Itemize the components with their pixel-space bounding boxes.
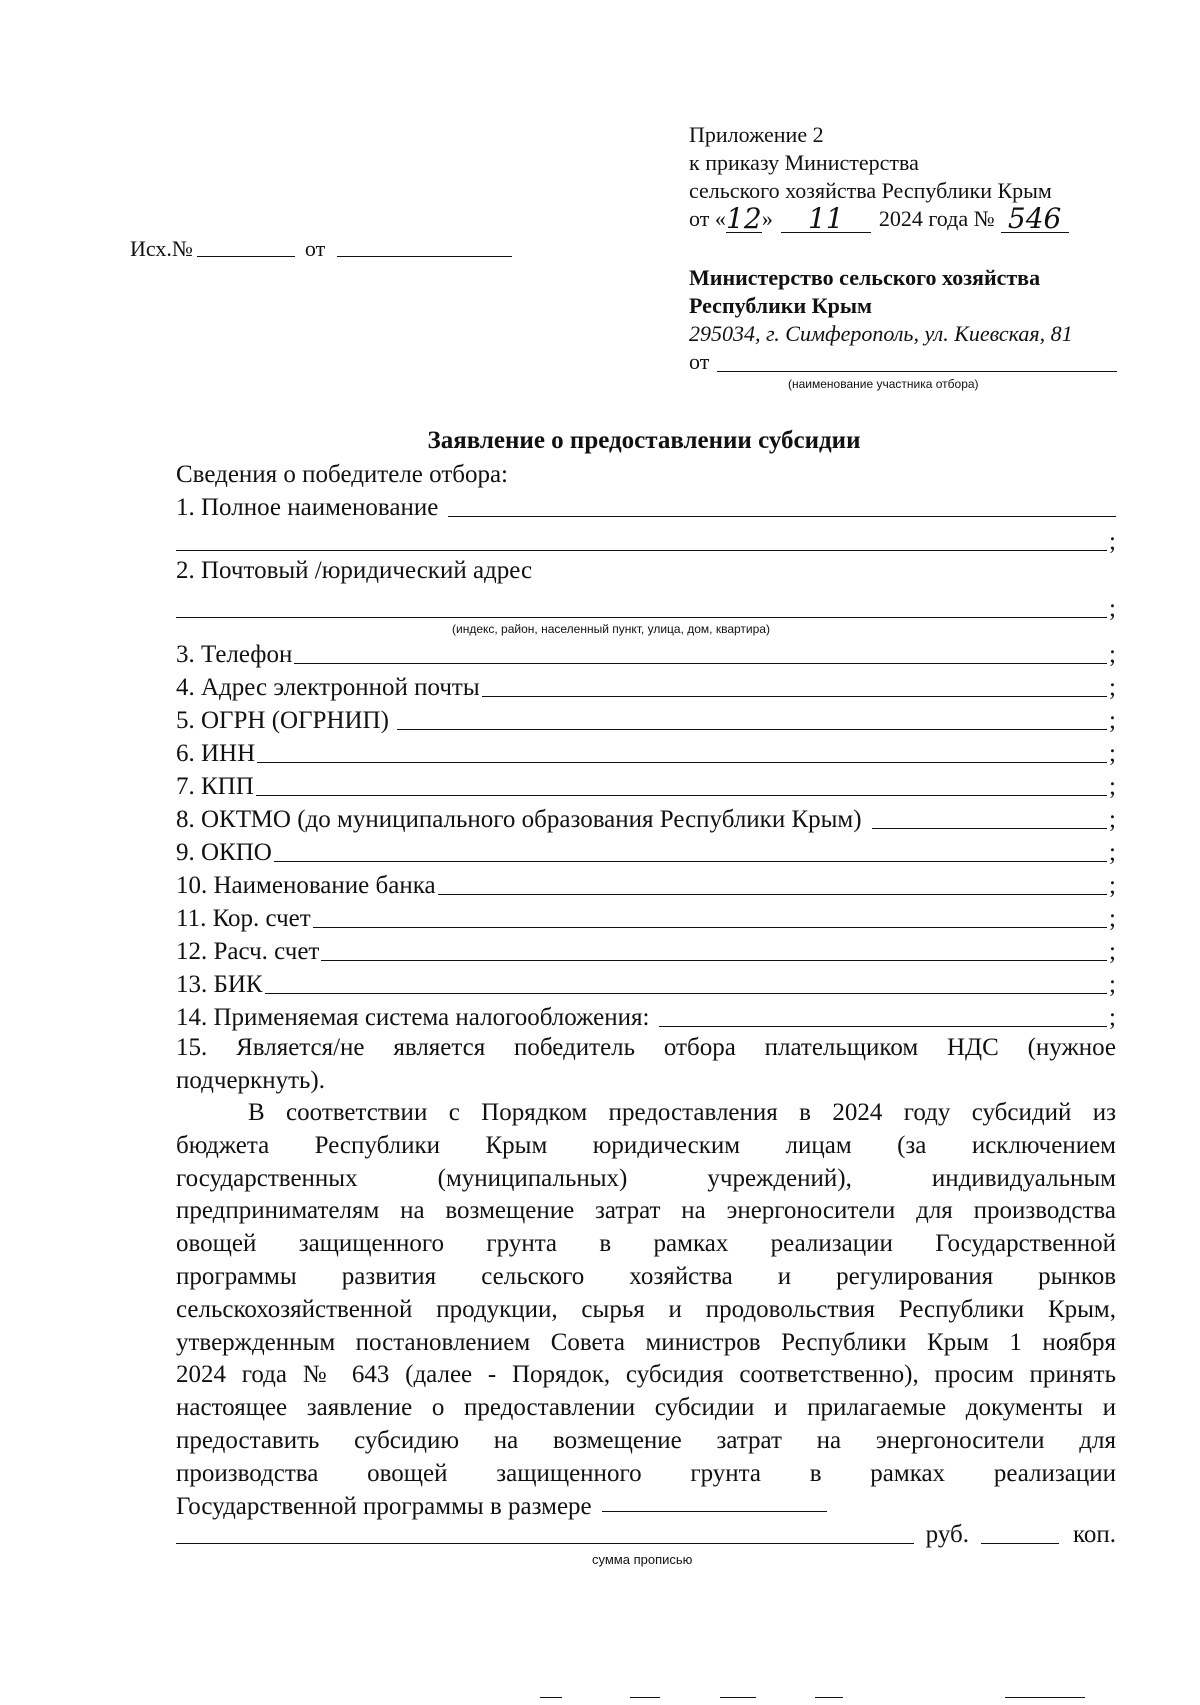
field-inn bbox=[176, 739, 1116, 769]
semicolon: ; bbox=[1109, 641, 1116, 668]
field-okpo-label: 9. ОКПО bbox=[176, 839, 272, 866]
amount-words-line bbox=[176, 1520, 1116, 1550]
body-line: В соответствии с Порядком предоставления в 2024 году субсидий из bbox=[248, 1099, 1116, 1126]
field-address-blank[interactable] bbox=[176, 617, 1107, 618]
body-line: программы развития сельского хозяйства и регулирования рынков bbox=[176, 1262, 1116, 1290]
field-phone-blank[interactable] bbox=[294, 663, 1107, 664]
amount-kop-blank[interactable] bbox=[981, 1543, 1059, 1544]
outgoing-num-blank bbox=[197, 256, 295, 257]
date-month: 11 bbox=[781, 206, 871, 233]
field-kpp bbox=[176, 772, 1116, 802]
field-ogrn-blank[interactable] bbox=[397, 729, 1107, 730]
outgoing-num-label: Исх.№ bbox=[130, 236, 193, 261]
field-oktmo bbox=[176, 805, 1116, 835]
outgoing-date-blank bbox=[337, 256, 512, 257]
body-line: производства овощей защищенного грунта в рамках реализации bbox=[176, 1459, 1116, 1487]
field-vat-payer bbox=[176, 1032, 1116, 1098]
field-kpp-label: 7. КПП bbox=[176, 773, 254, 800]
field-phone bbox=[176, 640, 1116, 670]
outgoing-from-label: от bbox=[304, 236, 326, 261]
body-line: сельскохозяйственной продукции, сырья и продовольствия Республики Крым, bbox=[176, 1295, 1116, 1323]
addressee-from-blank bbox=[717, 371, 1117, 372]
body-paragraph bbox=[176, 1097, 1116, 1523]
amount-words-blank[interactable] bbox=[176, 1543, 914, 1544]
field-address-label: 2. Почтовый /юридический адрес bbox=[176, 557, 533, 584]
field-bank bbox=[176, 871, 1116, 901]
field-inn-blank[interactable] bbox=[257, 762, 1107, 763]
field-corr-account bbox=[176, 904, 1116, 934]
body-amount-text: Государственной программы в размере bbox=[176, 1492, 592, 1520]
field-ogrn bbox=[176, 706, 1116, 736]
field-kpp-blank[interactable] bbox=[256, 795, 1107, 796]
field-settlement-account-blank[interactable] bbox=[321, 960, 1107, 961]
scan-artifact bbox=[630, 1697, 660, 1698]
date-day: 12 bbox=[726, 202, 762, 235]
field-okpo-blank[interactable] bbox=[274, 861, 1107, 862]
body-line: бюджета Республики Крым юридическим лицам (за исключением bbox=[176, 1131, 1116, 1159]
scan-artifact bbox=[1005, 1697, 1085, 1698]
amount-words-hint: сумма прописью bbox=[592, 1552, 693, 1567]
addressee-line-2: Республики Крым bbox=[689, 293, 873, 318]
field-bik bbox=[176, 970, 1116, 1000]
date-prefix: от « bbox=[689, 206, 726, 231]
field-full-name-label: 1. Полное наименование bbox=[176, 494, 439, 521]
field-settlement-account-label: 12. Расч. счет bbox=[176, 938, 320, 965]
field-corr-account-label: 11. Кор. счет bbox=[176, 905, 311, 932]
field-full-name-blank-2[interactable] bbox=[176, 550, 1107, 551]
field-vat-payer-line-1: 15. Является/не является победитель отбора плательщиком НДС (нужное bbox=[176, 1034, 1116, 1061]
semicolon: ; bbox=[1109, 674, 1116, 701]
body-line: утвержденным постановлением Совета министров Республики Крым 1 ноября bbox=[176, 1328, 1116, 1356]
scan-artifact bbox=[720, 1697, 756, 1698]
semicolon: ; bbox=[1109, 740, 1116, 767]
field-tax-system bbox=[176, 1003, 1116, 1033]
field-tax-system-label: 14. Применяемая система налогообложения: bbox=[176, 1004, 650, 1031]
semicolon: ; bbox=[1109, 872, 1116, 899]
addressee-line-1: Министерство сельского хозяйства bbox=[689, 265, 1041, 290]
field-vat-payer-line-2: подчеркнуть). bbox=[176, 1066, 325, 1094]
field-oktmo-label: 8. ОКТМО (до муниципального образования Республики Крым) bbox=[176, 806, 862, 833]
body-line: 2024 года № 643 (далее - Порядок, субсидия соответственно), просим принять bbox=[176, 1361, 1116, 1389]
field-email-label: 4. Адрес электронной почты bbox=[176, 674, 480, 701]
amount-figures-blank[interactable] bbox=[602, 1511, 827, 1512]
semicolon: ; bbox=[1109, 938, 1116, 965]
body-line: предоставить субсидию на возмещение затрат на энергоносители для bbox=[176, 1426, 1116, 1454]
order-number: 546 bbox=[1001, 206, 1069, 233]
appendix-line-1: Приложение 2 bbox=[689, 122, 824, 147]
body-line-amount bbox=[176, 1491, 1116, 1524]
field-corr-account-blank[interactable] bbox=[313, 927, 1107, 928]
appendix-date-line bbox=[689, 202, 1069, 235]
semicolon: ; bbox=[1109, 1004, 1116, 1031]
semicolon: ; bbox=[1109, 806, 1116, 833]
field-bank-blank[interactable] bbox=[438, 894, 1107, 895]
field-address-cont bbox=[176, 594, 1116, 624]
amount-kop-label: коп. bbox=[1072, 1521, 1116, 1548]
semicolon: ; bbox=[1109, 773, 1116, 800]
semicolon: ; bbox=[1109, 905, 1116, 932]
addressee-from-hint: (наименование участника отбора) bbox=[788, 377, 979, 391]
field-okpo bbox=[176, 838, 1116, 868]
addressee-from-line bbox=[689, 348, 1117, 376]
field-bank-label: 10. Наименование банка bbox=[176, 872, 436, 899]
outgoing-number-line bbox=[130, 235, 512, 263]
field-full-name bbox=[176, 493, 1116, 523]
field-email bbox=[176, 673, 1116, 703]
addressee-address: 295034, г. Симферополь, ул. Киевская, 81 bbox=[689, 321, 1073, 346]
body-line: государственных (муниципальных) учреждений), индивидуальным bbox=[176, 1164, 1116, 1192]
field-settlement-account bbox=[176, 937, 1116, 967]
field-phone-label: 3. Телефон bbox=[176, 641, 293, 668]
semicolon: ; bbox=[1109, 971, 1116, 998]
semicolon: ; bbox=[1109, 839, 1116, 866]
field-oktmo-blank[interactable] bbox=[872, 828, 1107, 829]
body-line: предпринимателям на возмещение затрат на энергоносители для производства bbox=[176, 1197, 1116, 1225]
field-address-hint: (индекс, район, населенный пункт, улица, дом, квартира) bbox=[452, 622, 770, 636]
document-title: Заявление о предоставлении субсидии bbox=[427, 427, 861, 454]
semicolon: ; bbox=[1109, 707, 1116, 734]
scan-artifact bbox=[815, 1697, 843, 1698]
semicolon: ; bbox=[1109, 595, 1116, 622]
scan-artifact bbox=[540, 1697, 562, 1698]
field-inn-label: 6. ИНН bbox=[176, 740, 256, 767]
field-bik-label: 13. БИК bbox=[176, 971, 263, 998]
appendix-line-3: сельского хозяйства Республики Крым bbox=[689, 178, 1052, 203]
field-bik-blank[interactable] bbox=[265, 993, 1107, 994]
date-year-label: 2024 года № bbox=[878, 206, 995, 231]
addressee-from-label: от bbox=[689, 349, 710, 374]
winner-heading: Сведения о победителе отбора: bbox=[176, 461, 509, 488]
body-line: овощей защищенного грунта в рамках реализации Государственной bbox=[176, 1230, 1116, 1258]
appendix-line-2: к приказу Министерства bbox=[689, 150, 919, 175]
amount-rub-label: руб. bbox=[925, 1521, 969, 1548]
field-full-name-blank[interactable] bbox=[448, 516, 1116, 517]
field-ogrn-label: 5. ОГРН (ОГРНИП) bbox=[176, 707, 389, 734]
date-mid: » bbox=[761, 206, 773, 231]
semicolon: ; bbox=[1109, 528, 1116, 555]
body-line: настоящее заявление о предоставлении субсидии и прилагаемые документы и bbox=[176, 1394, 1116, 1422]
field-tax-system-blank[interactable] bbox=[659, 1026, 1107, 1027]
field-email-blank[interactable] bbox=[482, 696, 1107, 697]
field-full-name-cont bbox=[176, 527, 1116, 557]
